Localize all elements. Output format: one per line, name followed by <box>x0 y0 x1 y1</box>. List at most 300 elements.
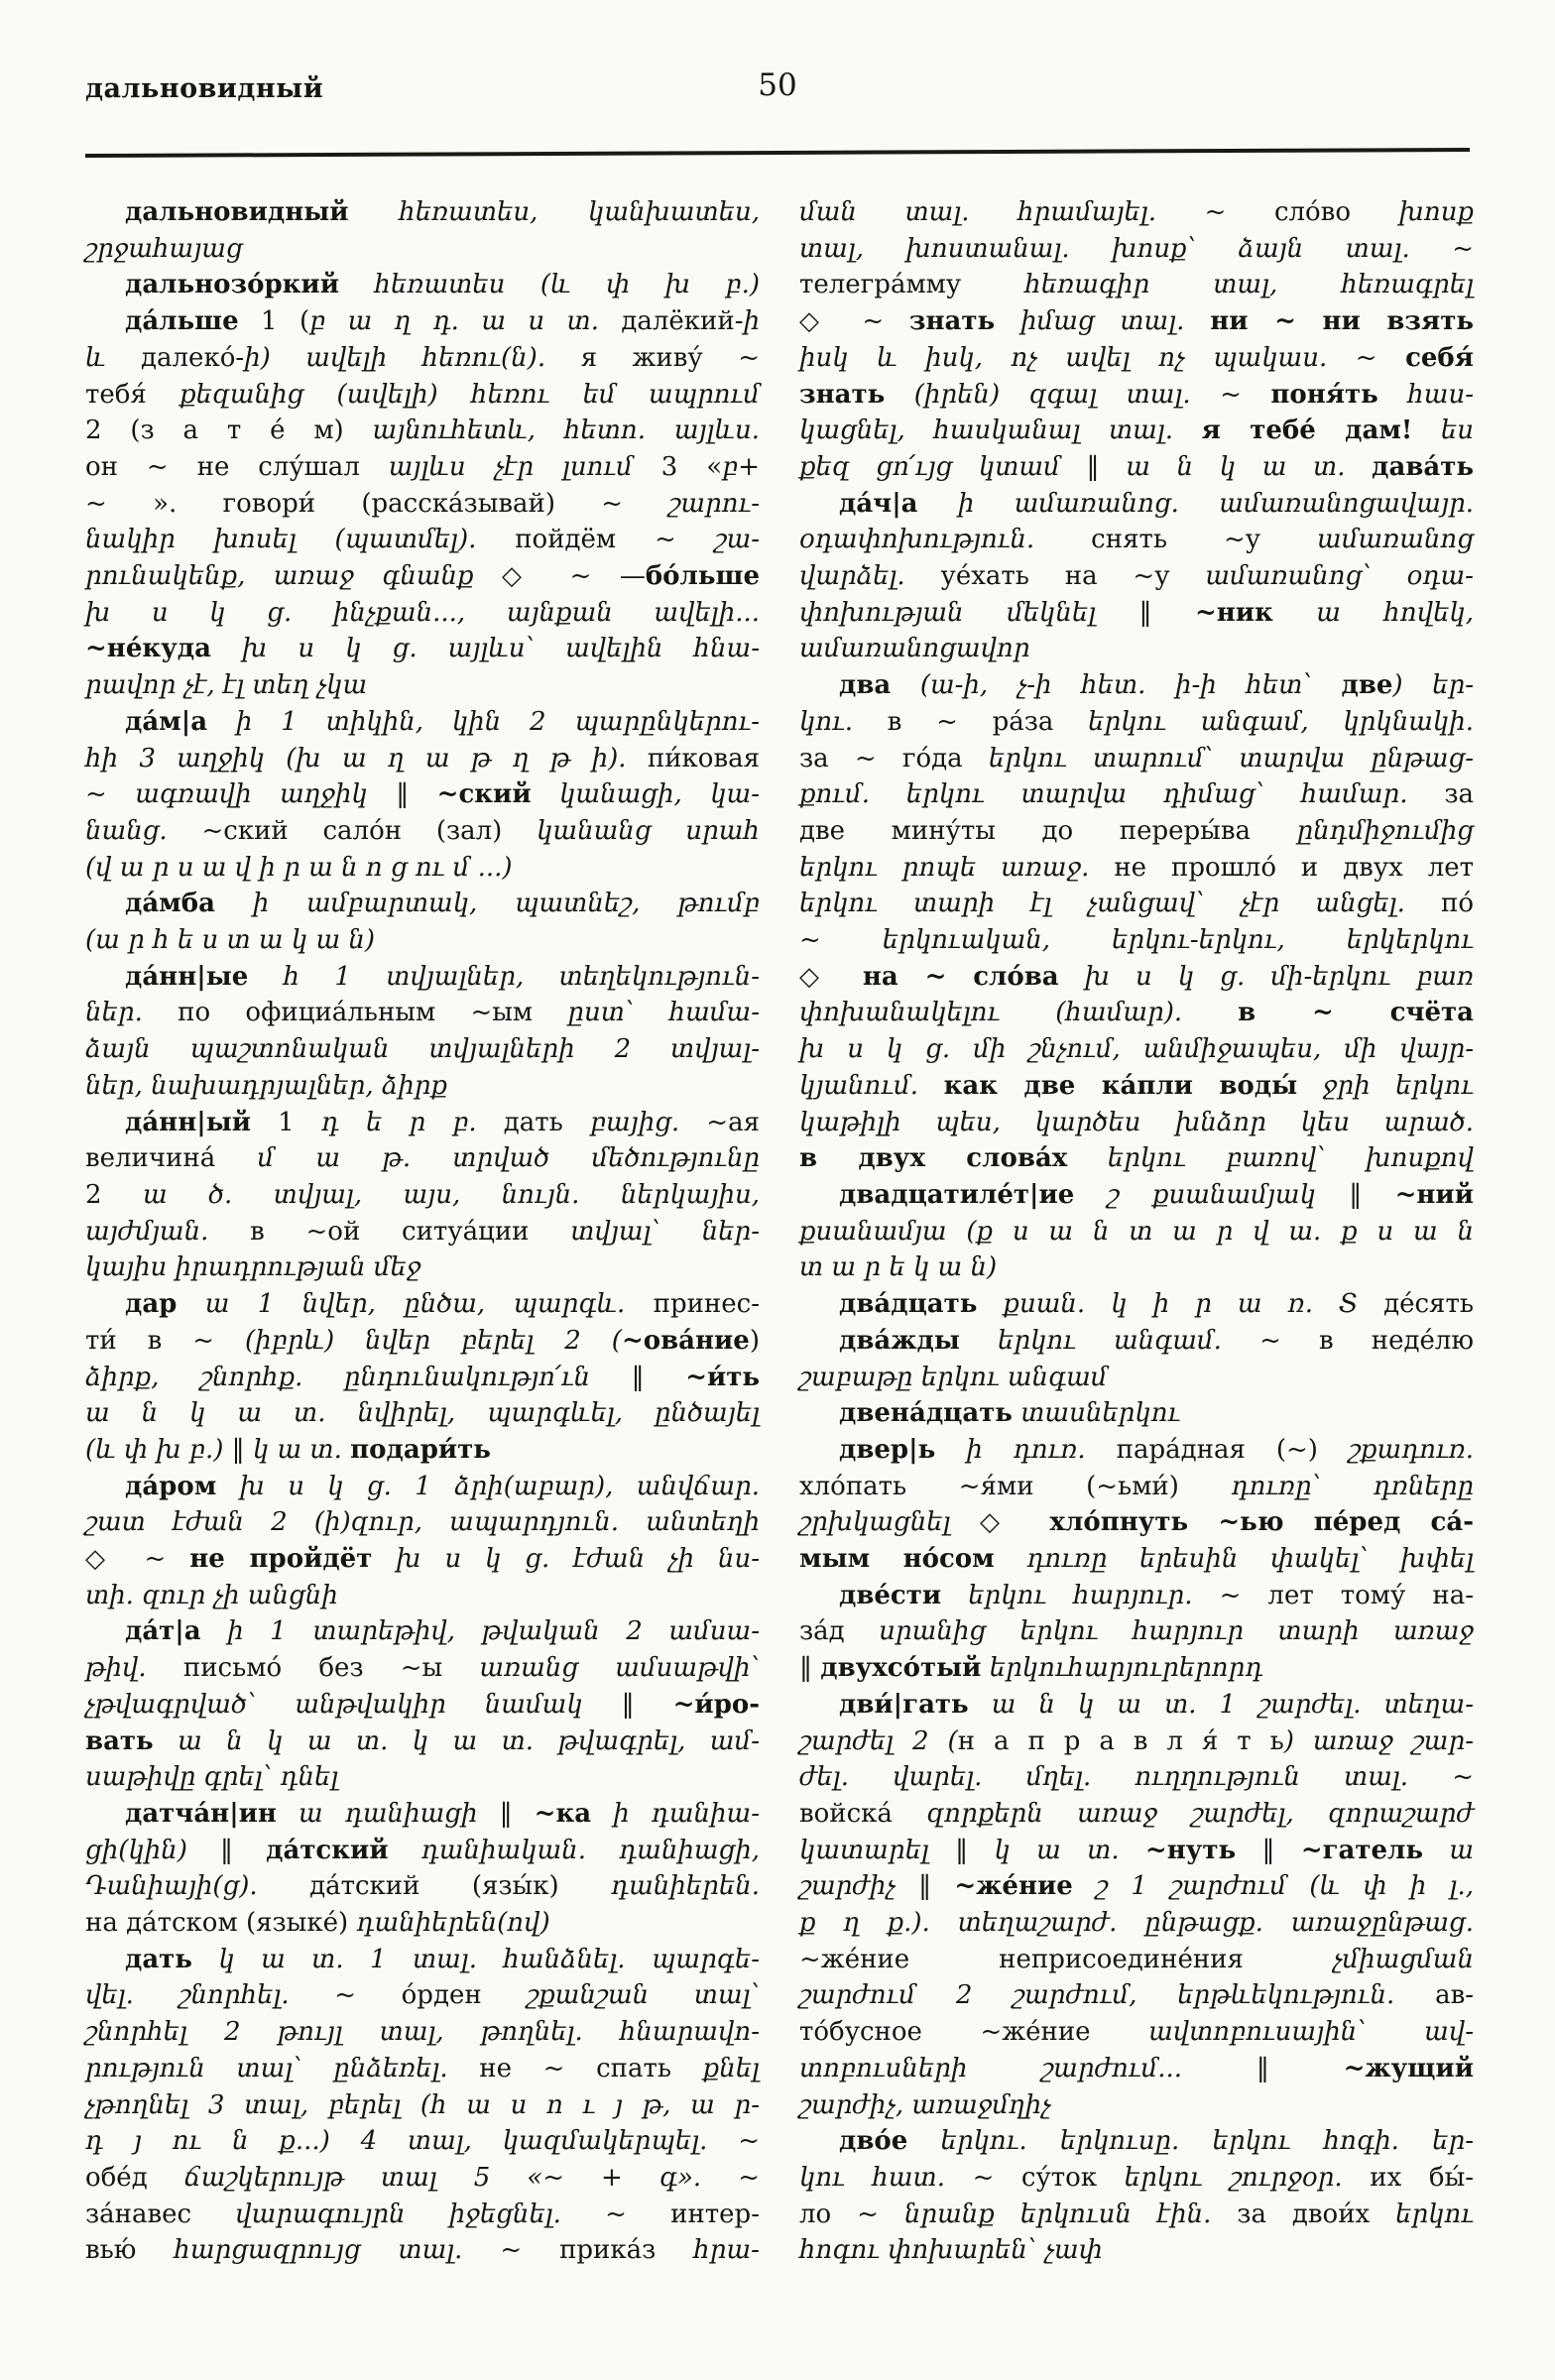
text-segment: թիվ. <box>85 1653 183 1684</box>
text-segment: քսանամյա (ք ս ա ն տ ա ր վ ա. ք ս ա ն <box>799 1216 1474 1247</box>
text-segment: (ա ր հ ե ս տ ա կ ա ն) <box>85 925 376 956</box>
page-number: 50 <box>758 67 797 103</box>
text-segment: կյանում. <box>799 1070 944 1101</box>
text-segment: де́сять <box>1383 1289 1474 1320</box>
text-segment: կու. <box>799 706 888 737</box>
text-segment: բ ա ղ դ. ա ս տ. <box>309 306 622 337</box>
text-segment: կու հատ. <box>799 2162 973 2193</box>
dictionary-line <box>799 922 1474 959</box>
text-segment: ~ <box>1452 1762 1474 1793</box>
text-segment: двадцатиле́т|ие <box>839 1179 1075 1210</box>
text-segment: ~ прика́з <box>500 2235 694 2266</box>
text-segment: да́ч|а <box>839 488 918 519</box>
text-segment: շնորհել 2 թույլ տալ, թողնել. հնարավո- <box>85 2017 760 2048</box>
text-segment: ‖ <box>1086 451 1127 482</box>
text-segment: տալ, խոստանալ. խոսք՝ ձայն տալ. <box>799 233 1453 264</box>
text-segment: ◇ <box>979 1507 1050 1538</box>
dictionary-line <box>799 1469 1474 1505</box>
dictionary-line <box>799 1323 1474 1360</box>
text-segment: ~ сло́во <box>1204 197 1399 227</box>
dictionary-line <box>85 558 760 595</box>
text-segment: обе́д <box>85 2162 184 2193</box>
text-segment: ) առաջ շար- <box>1283 1726 1474 1756</box>
text-segment: двер|ь <box>839 1434 936 1465</box>
text-segment: за́навес <box>85 2199 236 2229</box>
text-segment: ի) ավելի հեռու(ն). <box>244 342 581 373</box>
dictionary-line <box>799 558 1474 595</box>
text-segment: սաթիվը գրել՝ դնել <box>85 1762 339 1793</box>
text-segment: ~жущий <box>1343 2053 1474 2083</box>
text-segment: դանիերեն. <box>611 1871 760 1902</box>
text-segment: ти́ в ~ <box>85 1325 245 1356</box>
dictionary-line <box>85 1613 760 1650</box>
text-segment: далеко́- <box>141 342 245 373</box>
text-segment: Դանիայի(ց). <box>85 1871 310 1902</box>
dictionary-line <box>85 2087 760 2124</box>
header-rule <box>85 148 1470 158</box>
text-segment: ‖ <box>231 1434 253 1465</box>
dictionary-line <box>799 267 1474 303</box>
column-left <box>85 194 760 2269</box>
text-segment: дво́е <box>839 2126 908 2157</box>
text-segment: ~ <box>1452 233 1474 264</box>
text-segment: ա դանիացի <box>276 1798 500 1829</box>
text-segment: կ ա տ. <box>252 1434 351 1465</box>
dictionary-line <box>799 631 1474 667</box>
text-segment: ~ний <box>1394 1179 1474 1210</box>
text-segment: ~гатель <box>1300 1835 1424 1865</box>
dictionary-line <box>85 1323 760 1360</box>
text-segment: քնել <box>702 2053 760 2083</box>
text-segment: օդափոխություն. <box>799 525 1092 555</box>
text-segment: ա ն կ ա տ. նվիրել, պարգևել, ընծայել <box>85 1398 760 1429</box>
text-segment: հոգու փոխարեն՝ չափ <box>799 2235 1103 2266</box>
text-segment: քեզ ցո՛ւյց կտամ <box>799 451 1087 482</box>
text-segment: ա ն կ ա տ. 1 շարժել. տեղա- <box>968 1689 1474 1720</box>
dictionary-line <box>799 2197 1474 2233</box>
text-segment: խոսք <box>1398 197 1474 227</box>
text-segment: не пройдёт <box>189 1544 373 1575</box>
dictionary-line <box>799 1759 1474 1796</box>
text-segment: два́жды <box>839 1325 960 1356</box>
text-segment: շարժիչ, առաջմղիչ <box>799 2089 1051 2120</box>
dictionary-line <box>85 813 760 850</box>
dictionary-line <box>799 231 1474 268</box>
dictionary-line <box>799 1977 1474 2014</box>
text-segment: ի <box>743 306 760 337</box>
text-segment: ամառանոց <box>1317 525 1474 555</box>
dictionary-line <box>799 1068 1474 1105</box>
text-segment: ‖ <box>396 779 437 810</box>
dictionary-line <box>85 2197 760 2233</box>
text-segment: ~ский <box>436 779 532 810</box>
dictionary-line <box>799 2051 1474 2087</box>
text-segment: ա ն կ ա տ. <box>1126 451 1373 482</box>
text-segment: ~не́куда <box>85 634 211 664</box>
text-segment: да́м|а <box>125 706 208 737</box>
dictionary-line <box>85 1541 760 1578</box>
dictionary-line <box>799 522 1474 558</box>
dictionary-line <box>799 1578 1474 1614</box>
dictionary-line <box>799 2160 1474 2197</box>
dictionary-line <box>799 1687 1474 1724</box>
dictionary-line <box>85 522 760 558</box>
text-segment: ա ծ. տվյալ, այս, նույն. ներկայիս, <box>142 1179 760 1210</box>
dictionary-line <box>85 704 760 741</box>
text-segment: մ ա թ. տրված մեծությունը <box>257 1143 761 1174</box>
text-segment: րություն տալ՝ ընձեռել. <box>85 2053 480 2083</box>
text-segment: դանիերեն(ով) <box>356 1908 550 1939</box>
dictionary-line <box>799 2232 1474 2269</box>
text-segment: հ 1 տվյալներ, տեղեկություն- <box>248 961 760 992</box>
dictionary-line <box>85 1360 760 1396</box>
text-segment: ամառանոց՝ օդա- <box>1205 561 1474 592</box>
text-segment: չմիացման <box>1332 1944 1474 1974</box>
dictionary-line <box>799 1724 1474 1760</box>
text-segment: ~ <box>799 925 883 956</box>
text-segment: не прошло́ и двух лет <box>1114 852 1475 883</box>
text-segment: դուռը՝ դռները <box>1231 1471 1474 1501</box>
text-segment: իսկ և իսկ, ոչ ավել ոչ պակաս. <box>799 342 1356 373</box>
text-segment: քսան. կ ի ր ա ռ. Տ <box>977 1289 1384 1320</box>
text-segment: ~ <box>738 2126 760 2157</box>
dictionary-line <box>799 1360 1474 1396</box>
text-segment: я тебе́ дам! <box>1201 416 1413 446</box>
text-segment: ի ամբարտակ, պատնեշ, թումբ <box>214 889 760 919</box>
dictionary-line <box>85 1759 760 1796</box>
text-segment: ջրի երկու <box>1297 1070 1475 1101</box>
text-segment: կանանց սրահ <box>537 815 760 846</box>
text-segment: ~ лет тому́ на- <box>1219 1580 1474 1610</box>
text-segment: հրա- <box>693 2235 760 2266</box>
dictionary-line <box>85 1469 760 1505</box>
dictionary-line <box>85 449 760 486</box>
text-segment: այնուհետև, հետո. այլևս. <box>372 416 760 446</box>
text-segment: дава́ть <box>1372 451 1475 482</box>
text-segment: ~ник <box>1194 597 1273 628</box>
dictionary-line <box>799 1613 1474 1650</box>
text-segment: знать <box>799 379 886 410</box>
dictionary-line <box>799 1177 1474 1214</box>
text-segment: կայիս իրադրության մեջ <box>85 1252 421 1283</box>
text-segment: два́дцать <box>839 1289 978 1320</box>
text-segment: ~же́ние неприсоедине́ния <box>799 1944 1333 1974</box>
text-segment: շարժիչ <box>799 1871 919 1902</box>
text-segment: ~ова́ние <box>621 1325 750 1356</box>
text-segment: ‖ <box>499 1798 535 1829</box>
text-segment: ք ղ ք.). տեղաշարժ. ընթացք. առաջընթաց. <box>799 1908 1474 1939</box>
text-segment: да́мба <box>125 889 215 919</box>
dictionary-line <box>85 2123 760 2160</box>
dictionary-line <box>85 1286 760 1323</box>
text-segment: ման տալ. հրամայել. <box>799 197 1205 227</box>
text-segment: քեզանից (ավելի) հեռու եմ ապրում <box>179 379 760 410</box>
dictionary-line <box>85 1833 760 1869</box>
text-segment: երկու տարում՝ տարվա ընթաց- <box>988 743 1474 774</box>
text-segment: ‖ <box>955 1835 995 1865</box>
dictionary-line <box>799 1833 1474 1869</box>
dictionary-line <box>799 1031 1474 1068</box>
text-segment: двухсо́тый <box>820 1653 982 1684</box>
text-segment: ընդմիջումից <box>1296 815 1474 846</box>
text-segment: խ ս կ ց. ինչքան..., այնքան ավելի... <box>85 597 760 628</box>
text-segment: կ ա տ. 1 տալ. հանձնել. պարգե- <box>191 1944 760 1974</box>
text-segment: да́тский (язы́к) <box>309 1871 612 1902</box>
text-segment: շարժում 2 շարժում, երթևեկություն. <box>799 1980 1436 2011</box>
text-segment: շքադուռ. <box>1348 1434 1475 1465</box>
text-segment: երկու տարի էլ չանցավ՝ չէր անցել. <box>799 889 1442 919</box>
dictionary-line <box>799 1395 1474 1432</box>
text-segment: да́нн|ые <box>125 961 249 992</box>
text-segment: да́ром <box>125 1471 217 1501</box>
dictionary-line <box>799 1650 1474 1687</box>
text-segment: ա հովեկ, <box>1272 597 1475 628</box>
text-segment: ~ая <box>706 1107 760 1137</box>
text-segment: ав- <box>1435 1980 1474 2011</box>
text-segment: վարագույրն իջեցնել. <box>235 2199 606 2229</box>
dictionary-line <box>799 1105 1474 1141</box>
dictionary-line <box>85 922 760 959</box>
text-segment: ‖ <box>1256 2053 1344 2083</box>
text-segment: չթողնել 3 տալ, բերել (հ ա ս ո ւ յ թ, ա ր- <box>85 2089 760 2120</box>
dictionary-line <box>85 231 760 268</box>
dictionary-line <box>799 1432 1474 1469</box>
dictionary-line <box>85 1068 760 1105</box>
text-segment: дать <box>503 1107 590 1137</box>
text-segment: ի 1 տարեթիվ, թվական 2 ամսա- <box>200 1616 760 1647</box>
text-segment: վարձել. <box>799 561 941 592</box>
text-segment: дать <box>125 1944 192 1974</box>
text-segment: իմաց տալ. <box>995 306 1211 337</box>
dictionary-line <box>85 595 760 632</box>
text-segment: хло́пать ~я́ми (~ьми́) <box>799 1471 1232 1501</box>
text-segment: բայից. <box>589 1107 707 1137</box>
text-segment: две́сти <box>839 1580 942 1610</box>
dictionary-line <box>799 340 1474 377</box>
text-segment: уе́хать на ~у <box>940 561 1206 592</box>
text-segment: дальнозо́ркий <box>125 270 339 300</box>
text-segment: пи́ковая <box>647 743 760 774</box>
text-segment: (իբրև) նվեր բերել 2 ( <box>245 1325 622 1356</box>
text-segment: их бы́- <box>1370 2162 1474 2193</box>
text-segment: տոբուսների շարժում... <box>799 2053 1256 2083</box>
text-segment: то́бусное ~же́ние <box>799 2017 1149 2048</box>
dictionary-line <box>85 267 760 303</box>
text-segment: երկուհարյուրերորդ <box>981 1653 1263 1684</box>
text-segment: далёкий- <box>621 306 744 337</box>
text-segment: двена́дцать <box>839 1398 1013 1429</box>
dictionary-line <box>799 449 1474 486</box>
text-segment: այժմյան. <box>85 1216 251 1247</box>
text-segment: да́льше <box>125 306 239 337</box>
text-segment: փոխության մեկնել <box>799 597 1139 628</box>
text-segment: հեռատես, կանխատես, <box>348 197 760 227</box>
text-segment: բ <box>722 451 739 482</box>
text-segment: ‖ <box>1236 1835 1301 1865</box>
text-segment: 2 <box>85 1179 143 1210</box>
text-segment: ~ ». говори́ (расска́зывай) ~ <box>85 488 669 519</box>
text-segment: ло ~ <box>799 2199 904 2229</box>
text-segment: ըստ՝ համա- <box>567 998 760 1028</box>
dictionary-line <box>799 1504 1474 1541</box>
text-segment: րունակենք, առաջ գնանք <box>85 561 503 592</box>
text-segment: две мину́ты до переры́ва <box>799 815 1297 846</box>
text-segment: սրանից երկու հարյուր տարի առաջ <box>879 1616 1474 1647</box>
text-segment: ագռավի աղջիկ <box>135 779 397 810</box>
text-segment: փոխանակելու (համար). <box>799 998 1239 1028</box>
text-segment: ) եր- <box>1392 670 1475 701</box>
dictionary-line <box>85 667 760 704</box>
text-segment: ի ամառանոց. ամառանոցավայր. <box>917 488 1474 519</box>
text-segment: как две ка́пли воды́ <box>943 1070 1298 1101</box>
dictionary-line <box>85 1105 760 1141</box>
dictionary-line <box>799 413 1474 449</box>
text-segment: երկու <box>1395 2199 1474 2229</box>
dictionary-line <box>85 340 760 377</box>
dictionary-line <box>799 486 1474 523</box>
text-segment: հի 3 աղջիկ (խ ա ղ ա թ ղ թ ի). <box>85 743 648 774</box>
text-segment: խ ս կ ց. այլևս՝ ավելին հնա- <box>210 634 760 664</box>
dictionary-line <box>85 995 760 1031</box>
text-segment: ա 1 նվեր, ընծա, պարգև. <box>177 1289 654 1320</box>
text-segment: ձայն պաշտոնական տվյալների 2 տվյալ- <box>85 1034 760 1065</box>
column-right <box>799 194 1474 2269</box>
text-segment: за ~ го́да <box>799 743 989 774</box>
dictionary-line <box>85 1250 760 1286</box>
dictionary-line <box>85 1942 760 1978</box>
text-segment: ~ <box>738 2162 760 2193</box>
text-segment: ~и́ро- <box>672 1689 761 1720</box>
text-segment: տվյալ՝ ներ- <box>570 1216 761 1247</box>
text-segment: քում. երկու տարվա դիմաց՝ համար. <box>799 779 1445 810</box>
text-segment: ~нуть <box>1144 1835 1237 1865</box>
dictionary-line <box>799 995 1474 1031</box>
text-segment: ‖ <box>621 1689 673 1720</box>
text-segment: ◇ <box>799 961 863 992</box>
text-segment: 2 (з а т е́ м) <box>85 416 373 446</box>
text-segment: подари́ть <box>350 1434 491 1465</box>
text-segment: շա- <box>714 525 761 555</box>
text-segment: կաթիլի պես, կարծես խնձոր կես արած. <box>799 1107 1474 1137</box>
dictionary-line <box>799 2087 1474 2124</box>
text-segment: пойдём ~ <box>515 525 715 555</box>
text-columns <box>85 194 1474 2269</box>
dictionary-line <box>85 486 760 523</box>
text-segment: շ քսանամյակ <box>1074 1179 1350 1210</box>
dictionary-line <box>85 1031 760 1068</box>
text-segment: կացնել, հասկանալ տալ. <box>799 416 1202 446</box>
text-segment: (իրեն) զգալ տալ. <box>885 379 1221 410</box>
text-segment: զորքերն առաջ շարժել, զորաշարժ <box>926 1798 1474 1829</box>
text-segment: երկու անգամ. <box>959 1325 1260 1356</box>
text-segment: за́д <box>799 1616 880 1647</box>
text-segment: շրխկացնել <box>799 1507 980 1538</box>
text-segment: ‖ <box>1349 1179 1395 1210</box>
text-segment: мым но́сом <box>799 1544 995 1575</box>
text-segment: խ ս կ ց. մի-երկու բառ <box>1058 961 1475 992</box>
dictionary-line <box>85 1140 760 1177</box>
text-segment: вать <box>85 1726 154 1756</box>
dictionary-line <box>799 813 1474 850</box>
text-segment: նրանք երկուսն էին. <box>903 2199 1238 2229</box>
text-segment: ни ~ ни взять <box>1210 306 1474 337</box>
dictionary-line <box>85 1977 760 2014</box>
text-segment: (և փ խ բ.) <box>85 1434 232 1465</box>
dictionary-line <box>799 2014 1474 2051</box>
text-segment: երկու բառով՝ խոսքով <box>1067 1143 1474 1174</box>
text-segment: շատ էժան 2 (ի)զուր, ապարդյուն. անտեղի <box>85 1507 760 1538</box>
dictionary-line <box>85 850 760 887</box>
text-segment: письмо́ без ~ы <box>182 1653 480 1684</box>
dictionary-line <box>799 886 1474 922</box>
text-segment: հեռատես (և փ խ բ.) <box>339 270 760 300</box>
text-segment: два <box>839 670 892 701</box>
text-segment: ի դուռ. <box>935 1434 1117 1465</box>
text-segment: за <box>1444 779 1474 810</box>
text-segment: ես <box>1412 416 1474 446</box>
text-segment: նակիր խոսել (պատմել). <box>85 525 516 555</box>
dictionary-line <box>85 631 760 667</box>
text-segment: поня́ть <box>1270 379 1378 410</box>
text-segment: երկու շուրջօր. <box>1124 2162 1371 2193</box>
text-segment: в двух слова́х <box>799 1143 1068 1174</box>
text-segment: խ ս կ ց. էժան չի նս- <box>372 1544 760 1575</box>
text-segment: ամառանոցավոր <box>799 634 1030 664</box>
text-segment: կատարել <box>799 1835 956 1865</box>
text-segment: երկու րոպե առաջ. <box>799 852 1115 883</box>
dictionary-line <box>85 194 760 231</box>
text-segment: ~ <box>85 779 136 810</box>
dictionary-line <box>799 667 1474 704</box>
text-segment: ‖ <box>220 1835 267 1865</box>
dictionary-line <box>85 1905 760 1942</box>
dictionary-line <box>85 2160 760 2197</box>
text-segment: ◇ ~ — <box>502 561 646 592</box>
dictionary-line <box>85 2051 760 2087</box>
text-segment: + <box>738 451 761 482</box>
dictionary-line <box>85 1796 760 1833</box>
text-segment: себя́ <box>1405 342 1474 373</box>
text-segment: ձիրք, շնորհք. ընդունակությո՛ւն <box>85 1362 632 1392</box>
text-segment: дальновидный <box>125 197 349 227</box>
dictionary-line <box>799 1942 1474 1978</box>
text-segment: շրջահայաց <box>85 233 243 264</box>
text-segment: за двои́х <box>1237 2199 1396 2229</box>
dictionary-line <box>85 1578 760 1614</box>
text-segment: կ ա տ. <box>994 1835 1145 1865</box>
text-segment: да́т|а <box>125 1616 201 1647</box>
dictionary-line <box>85 1395 760 1432</box>
dictionary-line <box>799 1905 1474 1942</box>
text-segment: խ ս կ ց. 1 ձրի(աբար), անվճար. <box>216 1471 760 1501</box>
text-segment: не ~ спать <box>479 2053 703 2083</box>
text-segment: շարժել 2 ( <box>799 1726 958 1756</box>
text-segment: դ ե ր բ. <box>320 1107 504 1137</box>
text-segment: бо́льше <box>645 561 760 592</box>
dictionary-line <box>799 704 1474 741</box>
text-segment: ~же́ние <box>954 1871 1073 1902</box>
text-segment: հեռագիր տալ, հեռագրել <box>1024 270 1474 300</box>
text-segment: он ~ не слу́шал <box>85 451 389 482</box>
dictionary-line <box>85 959 760 996</box>
text-segment: ներ, նախադրյալներ, ձիրք <box>85 1070 448 1101</box>
dictionary-line <box>85 776 760 813</box>
text-segment: дар <box>125 1289 178 1320</box>
text-segment: на да́тском (языке́) <box>85 1908 357 1939</box>
text-segment: ~ <box>1220 379 1271 410</box>
text-segment: ներ. <box>85 998 179 1028</box>
dictionary-line <box>799 1286 1474 1323</box>
